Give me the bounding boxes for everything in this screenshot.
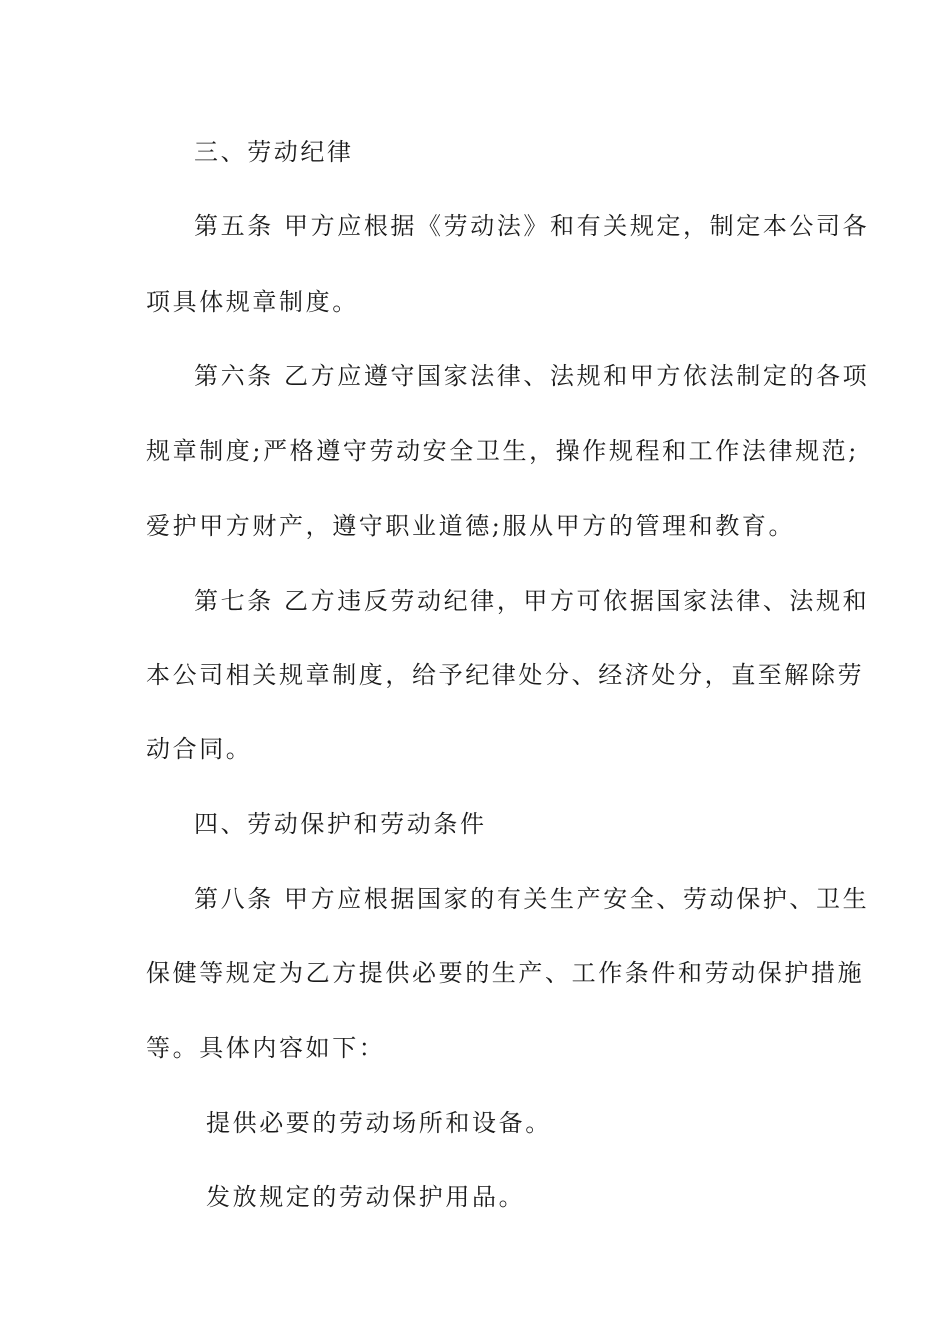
article-7-line-3: 动合同。: [146, 735, 253, 763]
list-item-protective-equipment: 发放规定的劳动保护用品。: [206, 1183, 526, 1211]
article-8-line-1: 第八条 甲方应根据国家的有关生产安全、劳动保护、卫生: [194, 885, 870, 913]
article-7-line-1: 第七条 乙方违反劳动纪律，甲方可依据国家法律、法规和: [194, 587, 870, 615]
section-heading-labor-discipline: 三、劳动纪律: [194, 138, 354, 166]
list-item-workplace-equipment: 提供必要的劳动场所和设备。: [206, 1109, 552, 1137]
article-5-line-1: 第五条 甲方应根据《劳动法》和有关规定，制定本公司各: [194, 212, 870, 240]
article-6-line-3: 爱护甲方财产，遵守职业道德;服从甲方的管理和教育。: [146, 512, 796, 540]
article-5-line-2: 项具体规章制度。: [146, 288, 359, 316]
section-heading-labor-protection: 四、劳动保护和劳动条件: [194, 810, 487, 838]
article-8-line-3: 等。具体内容如下：: [146, 1034, 386, 1062]
article-6-line-1: 第六条 乙方应遵守国家法律、法规和甲方依法制定的各项: [194, 362, 870, 390]
article-6-line-2: 规章制度;严格遵守劳动安全卫生，操作规程和工作法律规范;: [146, 437, 859, 465]
article-7-line-2: 本公司相关规章制度，给予纪律处分、经济处分，直至解除劳: [146, 661, 865, 689]
article-8-line-2: 保健等规定为乙方提供必要的生产、工作条件和劳动保护措施: [146, 959, 865, 987]
